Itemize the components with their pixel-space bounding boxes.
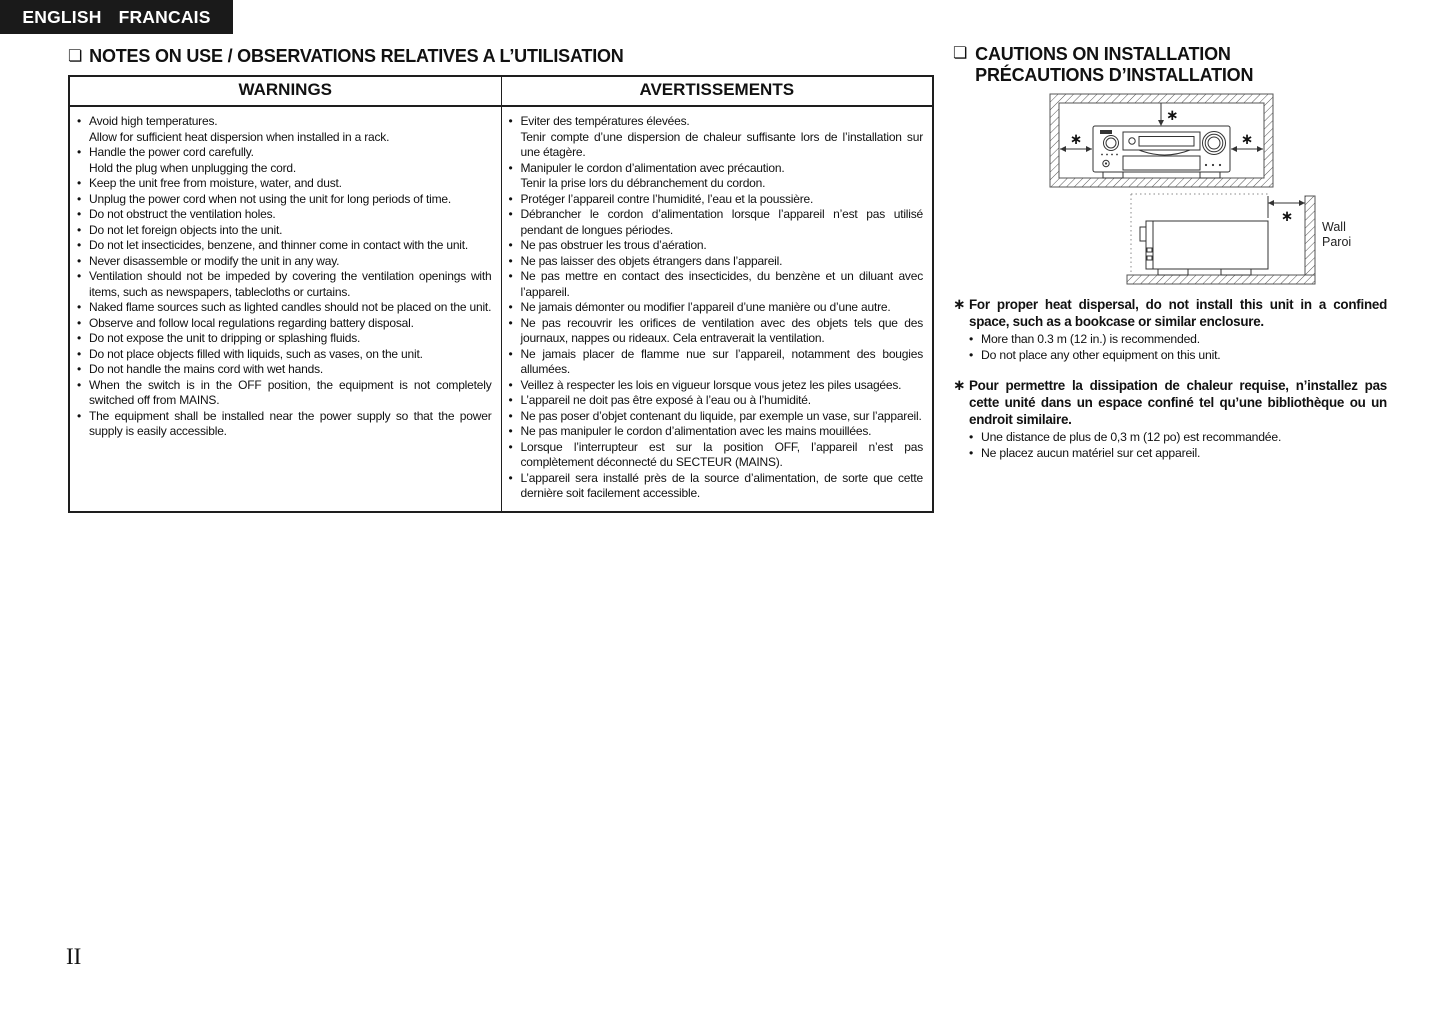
bullet-item: [509, 300, 924, 316]
bullet-text: Do not place objects filled with liquids, such as vases, on the unit.: [89, 346, 423, 361]
bullet-item: [509, 192, 924, 208]
bullet-item: [77, 316, 492, 332]
wall-label-en: Wall: [1322, 220, 1346, 234]
bullet-text: Protéger l’appareil contre l’humidité, l’eau et la poussière.: [520, 191, 814, 206]
bullet-glyph: •: [508, 424, 513, 438]
bullet-item: [509, 269, 924, 300]
square-marker-icon: ❏: [953, 45, 968, 62]
bullet-glyph: •: [969, 347, 974, 362]
bullet-item: [77, 331, 492, 347]
cautions-title-en: CAUTIONS ON INSTALLATION: [975, 44, 1231, 64]
bullet-item: [969, 348, 1387, 364]
bullet-glyph: •: [508, 253, 513, 268]
bullet-text: Tenir compte d’une dispersion de chaleur suffisante lors de l’installation sur une étagère.: [520, 129, 923, 159]
warnings-table-header: [70, 77, 932, 107]
bullet-item: [77, 238, 492, 254]
bullet-item: [969, 430, 1387, 446]
bullet-item: [509, 440, 924, 471]
language-bar: [0, 0, 233, 34]
bullet-text: Ne pas laisser des objets étrangers dans l’appareil.: [520, 253, 783, 268]
bullet-glyph: •: [508, 439, 513, 454]
bullet-glyph: •: [77, 145, 82, 159]
bullet-text: Eviter des températures élevées.: [520, 114, 690, 128]
bullet-glyph: •: [508, 191, 513, 206]
installation-diagram: [953, 90, 1423, 290]
bullet-item: [77, 145, 492, 176]
warnings-table-body: [70, 107, 932, 511]
bullet-glyph: •: [508, 269, 513, 283]
bullet-glyph: •: [77, 114, 82, 128]
bullet-text: Naked flame sources such as lighted candles should not be placed on the unit.: [89, 300, 492, 314]
bullet-item: [77, 223, 492, 239]
bullet-item: [509, 347, 924, 378]
bullet-glyph: •: [77, 300, 82, 314]
bullet-text: Ne placez aucun matériel sur cet appareil.: [981, 445, 1201, 460]
bullet-item: [77, 192, 492, 208]
bullet-glyph: •: [969, 430, 974, 444]
square-marker-icon: ❏: [68, 48, 83, 65]
note-bullets: [953, 430, 1387, 461]
bullet-item: [509, 316, 924, 347]
bullet-glyph: •: [77, 269, 82, 283]
bullet-glyph: •: [508, 238, 513, 252]
bullet-glyph: •: [969, 332, 974, 346]
cautions-title-text: [975, 44, 1253, 86]
front-view-diagram: [1050, 94, 1273, 187]
bullet-text: Lorsque l’interrupteur est sur la position OFF, l’appareil n’est pas complètement déconnecté du SECTEUR (MAINS).: [520, 439, 923, 469]
bullet-text: Do not expose the unit to dripping or splashing fluids.: [89, 331, 361, 345]
side-view-diagram: [1127, 194, 1351, 284]
bullet-glyph: •: [508, 346, 513, 361]
warnings-table: [68, 75, 934, 513]
bullet-text: Ventilation should not be impeded by covering the ventilation openings with items, such as newspapers, tablecloths or curtains.: [89, 269, 492, 299]
bullet-text: Do not place any other equipment on this unit.: [981, 347, 1221, 362]
bullet-item: [77, 176, 492, 192]
bullet-glyph: •: [508, 207, 513, 221]
install-notes: [953, 296, 1387, 461]
bullet-text: The equipment shall be installed near the power supply so that the power supply is easily accessible.: [89, 408, 492, 438]
bullet-item: [77, 378, 492, 409]
bullet-glyph: •: [77, 408, 82, 423]
bullet-glyph: •: [77, 238, 82, 252]
asterisk-marker: ∗: [953, 377, 966, 394]
bullet-glyph: •: [508, 408, 513, 423]
bullet-item: [969, 332, 1387, 348]
bullet-glyph: •: [508, 114, 513, 128]
bullet-item: [509, 471, 924, 502]
bullet-item: [77, 254, 492, 270]
asterisk-wall: ∗: [1280, 208, 1294, 225]
bullet-text: Avoid high temperatures.: [89, 114, 218, 128]
wall-hatch: [1305, 196, 1315, 275]
bullet-item: [509, 424, 924, 440]
bullet-item: [509, 378, 924, 394]
bullet-glyph: •: [77, 207, 82, 221]
bullet-item: [509, 393, 924, 409]
cautions-section: [953, 44, 1389, 460]
bullet-text: Ne jamais placer de flamme nue sur l’appareil, notamment des bougies allumées.: [520, 346, 923, 376]
avertissements-column-header: AVERTISSEMENTS: [639, 80, 795, 99]
language-label-english: ENGLISH: [22, 6, 102, 27]
bullet-text: Handle the power cord carefully.: [89, 145, 254, 159]
bullet-text: Veillez à respecter les lois en vigueur lorsque vous jetez les piles usagées.: [520, 377, 902, 392]
bullet-glyph: •: [508, 377, 513, 392]
bullet-item: [77, 362, 492, 378]
avertissements-column: [502, 107, 933, 511]
bullet-text: L’appareil sera installé près de la source d’alimentation, de sorte que cette dernière soit facilement accessible.: [520, 470, 923, 500]
bullet-glyph: •: [508, 470, 513, 485]
warnings-column: [70, 107, 502, 511]
bullet-item: [509, 207, 924, 238]
asterisk-top: ∗: [1166, 107, 1179, 124]
bullet-text: Do not obstruct the ventilation holes.: [89, 207, 276, 221]
bullet-glyph: •: [77, 191, 82, 206]
bullet-glyph: •: [969, 445, 974, 460]
bullet-text: Do not let foreign objects into the unit.: [89, 222, 283, 237]
bullet-item: [509, 114, 924, 161]
wall-label-fr: Paroi: [1322, 235, 1352, 249]
floor-hatch: [1127, 275, 1315, 284]
bullet-text: Ne pas recouvrir les orifices de ventilation avec des objets tels que des journaux, nappes ou rideaux. Cela entraverait la ventilation.: [520, 315, 923, 345]
bullet-text: Never disassemble or modify the unit in any way.: [89, 253, 340, 268]
cautions-title: [953, 44, 1389, 86]
cautions-title-fr: PRÉCAUTIONS D’INSTALLATION: [975, 65, 1254, 85]
bullet-item: [509, 161, 924, 192]
bullet-item: [77, 347, 492, 363]
bullet-glyph: •: [77, 362, 82, 376]
note-bold-text: For proper heat dispersal, do not install this unit in a confined space, such as a bookcase or similar enclosure.: [969, 297, 1387, 329]
bullet-glyph: •: [508, 300, 513, 314]
bullet-text: Do not handle the mains cord with wet hands.: [89, 362, 324, 376]
receiver-front-view: [1093, 126, 1230, 178]
notes-on-use-section: [68, 46, 934, 513]
bullet-item: [509, 409, 924, 425]
bullet-item: [77, 300, 492, 316]
bullet-glyph: •: [508, 315, 513, 330]
language-label-francais: FRANCAIS: [118, 6, 211, 27]
bullet-item: [969, 446, 1387, 462]
bullet-text: Tenir la prise lors du débranchement du cordon.: [520, 176, 766, 190]
receiver-side-view: [1140, 221, 1268, 275]
bullet-glyph: •: [77, 315, 82, 330]
page-number: II: [66, 944, 82, 969]
bullet-text: Ne jamais démonter ou modifier l’appareil d’une manière ou d’une autre.: [520, 300, 891, 314]
bullet-item: [77, 114, 492, 145]
bullet-text: Keep the unit free from moisture, water, and dust.: [89, 176, 342, 190]
bullet-text: Manipuler le cordon d’alimentation avec précaution.: [520, 160, 785, 175]
install-note: [953, 296, 1387, 363]
bullet-glyph: •: [77, 222, 82, 237]
bullet-text: When the switch is in the OFF position, the equipment is not completely switched off from MAINS.: [89, 377, 492, 407]
bullet-text: Observe and follow local regulations regarding battery disposal.: [89, 315, 414, 330]
bullet-text: Ne pas obstruer les trous d’aération.: [520, 238, 707, 252]
bullet-text: Allow for sufficient heat dispersion when installed in a rack.: [89, 129, 390, 144]
bullet-glyph: •: [508, 160, 513, 175]
bullet-text: L’appareil ne doit pas être exposé à l’eau ou à l’humidité.: [520, 393, 811, 407]
bullet-text: Une distance de plus de 0,3 m (12 po) est recommandée.: [981, 430, 1282, 444]
bullet-glyph: •: [508, 393, 513, 407]
asterisk-left: ∗: [1069, 131, 1083, 148]
bullet-text: Ne pas mettre en contact des insecticides, du benzène et un diluant avec l’appareil.: [520, 269, 923, 299]
bullet-item: [77, 269, 492, 300]
bullet-glyph: •: [77, 377, 82, 392]
install-note: [953, 377, 1387, 461]
bullet-text: More than 0.3 m (12 in.) is recommended.: [981, 332, 1200, 346]
bullet-text: Hold the plug when unplugging the cord.: [89, 160, 297, 175]
bullet-text: Débrancher le cordon d’alimentation lorsque l’appareil n’est pas utilisé pendant de longues périodes.: [520, 207, 923, 237]
notes-on-use-title-text: NOTES ON USE / OBSERVATIONS RELATIVES A L’UTILISATION: [89, 46, 624, 66]
warnings-column-header: WARNINGS: [70, 77, 502, 105]
note-bullets: [953, 332, 1387, 363]
note-bold-text: Pour permettre la dissipation de chaleur requise, n’installez pas cette unité dans un espace confiné tel qu’une bibliothèque ou un endroit similaire.: [969, 378, 1387, 427]
bullet-glyph: •: [77, 346, 82, 361]
bullet-glyph: •: [77, 253, 82, 268]
bullet-item: [77, 207, 492, 223]
bullet-text: Unplug the power cord when not using the unit for long periods of time.: [89, 191, 452, 206]
bullet-text: Do not let insecticides, benzene, and thinner come in contact with the unit.: [89, 238, 469, 252]
bullet-item: [509, 238, 924, 254]
bullet-item: [509, 254, 924, 270]
bullet-item: [77, 409, 492, 440]
bullet-text: Ne pas manipuler le cordon d’alimentation avec les mains mouillées.: [520, 424, 872, 438]
asterisk-right: ∗: [1240, 131, 1254, 148]
notes-on-use-title: [68, 46, 934, 67]
bullet-glyph: •: [77, 331, 82, 345]
bullet-text: Ne pas poser d’objet contenant du liquide, par exemple un vase, sur l’appareil.: [520, 408, 922, 423]
bullet-glyph: •: [77, 176, 82, 190]
asterisk-marker: ∗: [953, 296, 966, 313]
